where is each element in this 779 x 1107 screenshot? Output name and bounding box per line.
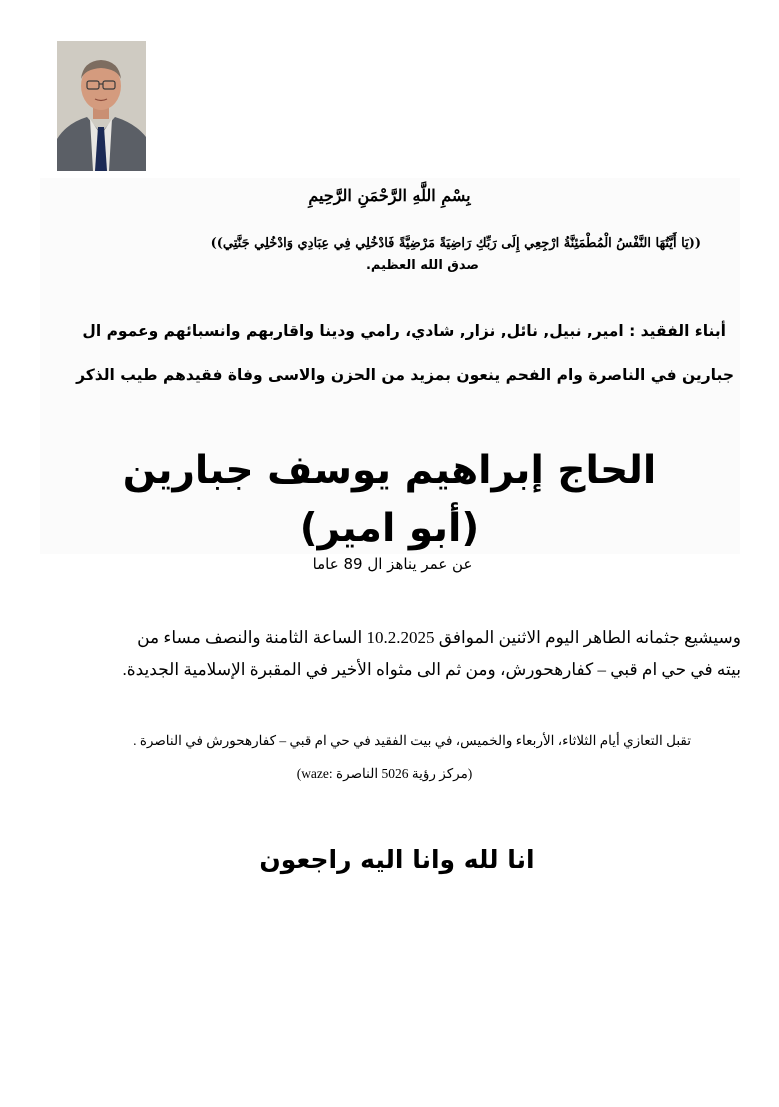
- closing-phrase: انا لله وانا اليه راجعون: [259, 845, 535, 874]
- waze-location: (مركز رؤية 5026 الناصرة :waze): [296, 766, 473, 781]
- mourners-line-2: جبارين في الناصرة وام الفحم ينعون بمزيد من الحزن والاسى وفاة فقيدهم طيب الذكر: [76, 366, 734, 384]
- mourners-line-1: أبناء الفقيد : امير, نبيل, نائل, نزار, شادي، رامي ودينا واقاربهم وانسبائهم وعموم ال: [82, 322, 726, 340]
- funeral-line-2: بيته في حي ام قبي – كفارهحورش، ومن ثم الى مثواه الأخير في المقبرة الإسلامية الجديدة.: [122, 660, 741, 679]
- deceased-kunya: (أبو امير): [299, 506, 480, 551]
- deceased-name: الحاج إبراهيم يوسف جبارين: [122, 448, 657, 493]
- condolences-text: تقبل التعازي أيام الثلاثاء، الأربعاء والخميس، في بيت الفقيد في حي ام قبي – كفارهحورش في الناصرة .: [133, 733, 691, 748]
- deceased-photo: [57, 41, 146, 171]
- verse-closing: صدق الله العظيم.: [365, 258, 479, 273]
- portrait-image: [57, 41, 146, 171]
- funeral-line-1: وسيشيع جثمانه الطاهر اليوم الاثنين الموافق 10.2.2025 الساعة الثامنة والنصف مساء من: [137, 628, 741, 647]
- basmala: بِسْمِ اللَّهِ الرَّحْمَنِ الرَّحِيمِ: [308, 186, 471, 205]
- quran-verse: ((يَا أَيَّتُهَا النَّفْسُ الْمُطْمَئِنَّةُ ارْجِعِي إِلَى رَبِّكِ رَاضِيَةً مَرْضِيَّةً فَادْخُلِي فِي عِبَادِي وَادْخُلِي جَنَّتِي)): [210, 236, 701, 251]
- deceased-age: عن عمر يناهز ال 89 عاما: [312, 555, 473, 573]
